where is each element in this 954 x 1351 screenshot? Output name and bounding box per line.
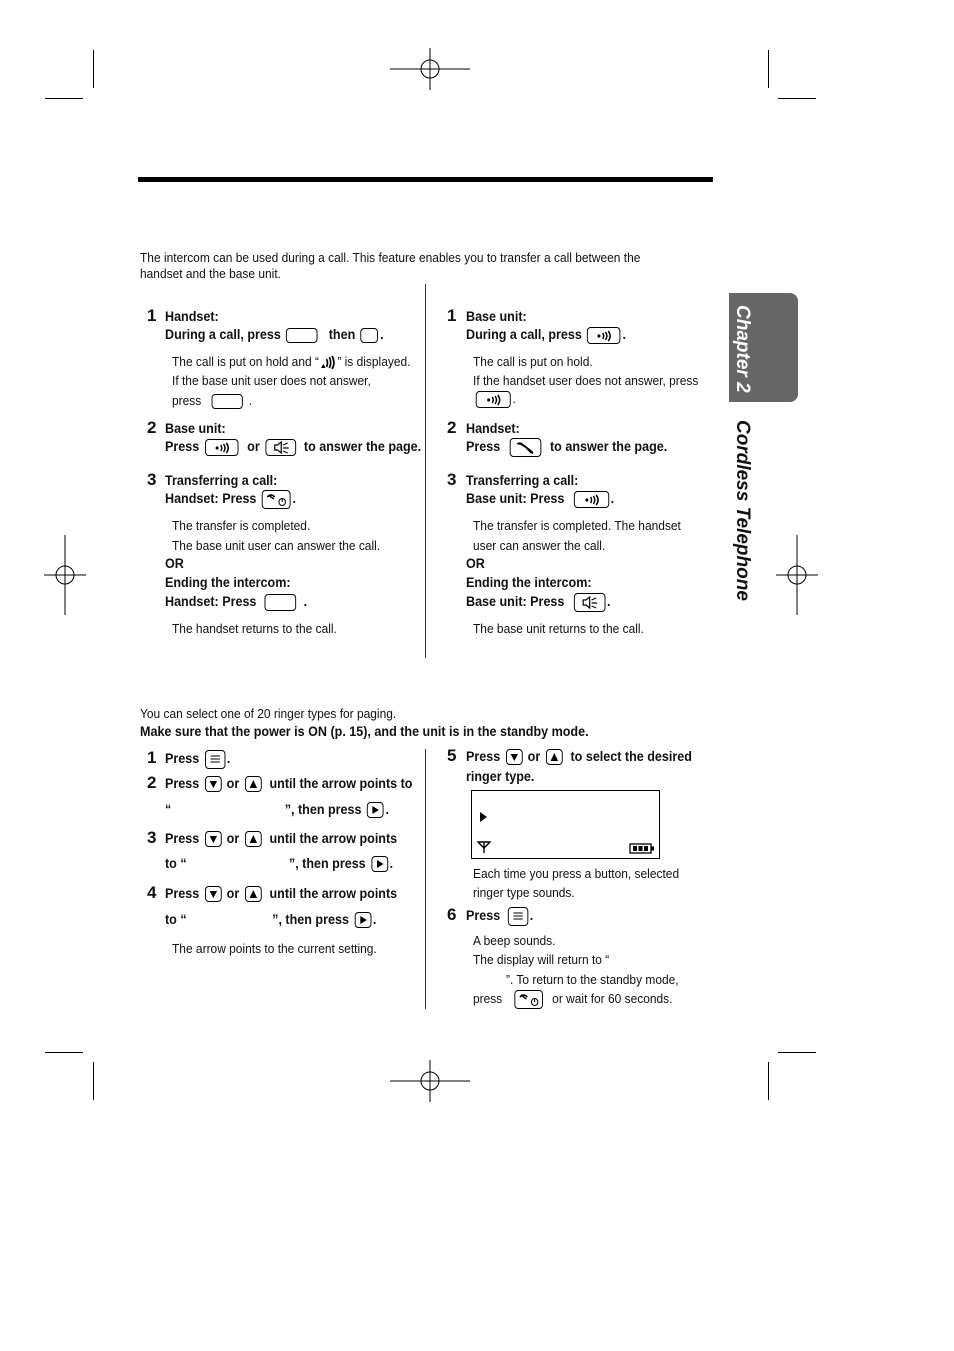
or-label: OR	[165, 556, 184, 571]
step-instruction: Press or to select the desired	[466, 749, 692, 764]
off-power-key[interactable]	[515, 990, 544, 1009]
step-note: The transfer is completed.	[172, 518, 311, 533]
registration-target-icon	[776, 535, 818, 615]
step-instruction: Press to answer the page.	[466, 438, 667, 457]
intercom-key[interactable]	[205, 439, 238, 456]
up-arrow-key[interactable]	[245, 831, 262, 847]
step-note: The base unit returns to the call.	[473, 621, 644, 636]
lcd-display	[471, 790, 660, 859]
crop-mark	[93, 50, 94, 88]
transfer-intro: handset and the base unit.	[140, 266, 281, 281]
header-rule	[138, 177, 713, 182]
step-note: A beep sounds.	[473, 933, 556, 948]
pointer-arrow-icon	[479, 811, 489, 823]
step-number: 5	[447, 746, 457, 765]
soft-key[interactable]	[361, 328, 379, 343]
step-heading: Handset:	[466, 421, 520, 436]
step-instruction: Base unit: Press .	[466, 491, 615, 506]
step-note: The arrow points to the current setting.	[172, 941, 377, 956]
step-heading: Ending the intercom:	[165, 575, 291, 590]
step-note: The base unit user can answer the call.	[172, 538, 381, 553]
step-instruction: Handset: Press .	[165, 594, 308, 609]
column-divider	[425, 749, 426, 1009]
registration-target-icon	[390, 1060, 470, 1102]
step-heading: Transferring a call:	[165, 473, 278, 488]
step-instruction: During a call, press .	[466, 327, 627, 342]
step-number: 1	[147, 748, 157, 767]
step-number: 3	[447, 470, 457, 489]
step-number: 3	[147, 828, 157, 847]
step-heading: Handset:	[165, 309, 219, 324]
step-note: The handset returns to the call.	[172, 621, 337, 636]
crop-mark	[45, 98, 83, 99]
step-note: .	[473, 390, 516, 408]
step-note: ringer type sounds.	[473, 885, 575, 900]
down-arrow-key[interactable]	[506, 749, 523, 765]
intercom-key[interactable]	[476, 391, 511, 408]
step-heading: Ending the intercom:	[466, 575, 592, 590]
intercom-key[interactable]	[265, 594, 297, 611]
step-heading: Transferring a call:	[466, 473, 579, 488]
step-note: Each time you press a button, selected	[473, 866, 680, 881]
down-arrow-key[interactable]	[205, 776, 222, 792]
menu-key[interactable]	[507, 907, 527, 926]
step-note: The transfer is completed. The handset	[473, 518, 681, 533]
right-arrow-key[interactable]	[371, 856, 388, 872]
step-note: If the base unit user does not answer,	[172, 373, 371, 388]
step-note: ”. To return to the standby mode,	[506, 972, 679, 987]
step-number: 2	[147, 773, 157, 792]
step-note: The display will return to “	[473, 952, 610, 967]
step-instruction: Press or until the arrow points	[165, 886, 398, 901]
intercom-key[interactable]	[286, 328, 318, 343]
step-instruction: Press or to answer the page.	[165, 439, 422, 454]
step-instruction: ringer type.	[466, 769, 535, 784]
ringer-intro: You can select one of 20 ringer types for paging.	[140, 706, 397, 721]
step-number: 6	[447, 905, 457, 924]
step-note: press .	[172, 393, 253, 408]
step-number: 3	[147, 470, 157, 489]
chapter-label: Chapter 2	[732, 305, 753, 393]
up-arrow-key[interactable]	[546, 749, 563, 765]
speaker-key[interactable]	[265, 439, 296, 456]
down-arrow-key[interactable]	[205, 831, 222, 847]
step-heading: Base unit:	[165, 421, 226, 436]
crop-mark	[778, 98, 816, 99]
step-number: 2	[147, 418, 157, 437]
section-label: Cordless Telephone	[732, 420, 753, 601]
transfer-intro: The intercom can be used during a call. This feature enables you to transfer a call between the	[140, 250, 641, 265]
intercom-key[interactable]	[212, 394, 243, 409]
registration-target-icon	[390, 48, 470, 90]
step-heading: Base unit:	[466, 309, 527, 324]
step-note: press or wait for 60 seconds.	[473, 990, 672, 1009]
menu-key[interactable]	[205, 750, 225, 769]
step-number: 1	[147, 306, 157, 325]
crop-mark	[93, 1062, 94, 1100]
step-instruction: Base unit: Press .	[466, 593, 610, 612]
down-arrow-key[interactable]	[205, 886, 222, 902]
step-instruction: During a call, press then .	[165, 327, 384, 342]
right-arrow-key[interactable]	[367, 802, 384, 818]
talk-key[interactable]	[509, 438, 541, 457]
antenna-icon	[477, 841, 491, 853]
paging-signal-icon	[319, 355, 337, 371]
step-instruction: Press or until the arrow points to	[165, 776, 413, 791]
up-arrow-key[interactable]	[245, 886, 262, 902]
intercom-key[interactable]	[587, 327, 620, 344]
crop-mark	[768, 1062, 769, 1100]
ringer-intro-note: Make sure that the power is ON (p. 15), and the unit is in the standby mode.	[140, 724, 589, 739]
speaker-key[interactable]	[573, 593, 605, 612]
or-label: OR	[466, 556, 485, 571]
crop-mark	[45, 1052, 83, 1053]
right-arrow-key[interactable]	[354, 912, 371, 928]
step-instruction: Press or until the arrow points	[165, 831, 398, 846]
step-instruction: to “ ”, then press .	[165, 912, 377, 927]
step-number: 4	[147, 883, 157, 902]
intercom-key[interactable]	[573, 491, 608, 508]
crop-mark	[768, 50, 769, 88]
step-instruction: “ ”, then press .	[165, 802, 389, 817]
step-instruction: Press .	[165, 750, 230, 769]
up-arrow-key[interactable]	[245, 776, 262, 792]
step-number: 1	[447, 306, 457, 325]
step-number: 2	[447, 418, 457, 437]
step-instruction: Press .	[466, 907, 533, 926]
step-note: The call is put on hold.	[473, 354, 593, 369]
battery-icon	[629, 843, 655, 854]
step-note: If the handset user does not answer, press	[473, 373, 699, 388]
off-power-key[interactable]	[262, 490, 291, 509]
step-instruction: to “ ”, then press .	[165, 856, 394, 871]
step-note: user can answer the call.	[473, 538, 606, 553]
step-instruction: Handset: Press .	[165, 490, 296, 509]
column-divider	[425, 284, 426, 658]
registration-target-icon	[44, 535, 86, 615]
step-note: The call is put on hold and “ ” is displayed.	[172, 354, 411, 369]
crop-mark	[778, 1052, 816, 1053]
